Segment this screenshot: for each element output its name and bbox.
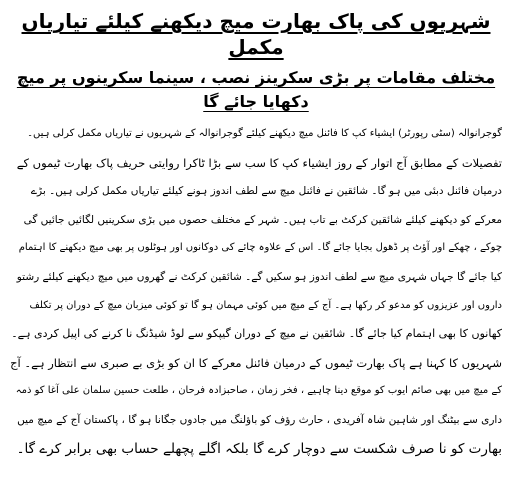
article-body-line: چوکے ، چھکے اور آؤٹ پر ڈھول بجایا جائے گا۔ اس کے علاوہ چائے کی دوکانوں اور ہوٹلوں پر بھی میچ دیکھنے کا اہتمام	[18, 242, 502, 254]
article-body-line: تفصیلات کے مطابق آج اتوار کے روز ایشیاء کپ کا سب سے بڑا ٹاکرا روایتی حریف پاک بھارت ٹیموں کے	[16, 155, 502, 170]
article-body-line: گوجرانوالہ (سٹی رپورٹر) ایشیاء کپ کا فائنل میچ دیکھنے کیلئے گوجرانوالہ کے شہریوں نے تیاریاں مکمل کرلی ہیں۔	[27, 128, 502, 139]
article-body-line: داری سے بیٹنگ اور شاہین شاہ آفریدی ، حارث رؤف کو باؤلنگ میں جادوں جگانا ہو گا ، پاکستان آج کے میچ میں	[17, 413, 502, 426]
article-body-line: کھانوں کا بھی اہتمام کیا جائے گا۔ شائقین نے میچ کے دوران گیپکو سے لوڈ شیڈنگ نا کرنے کی اپیل کردی ہے۔	[11, 327, 502, 341]
article-body-line: کے میچ میں بھی صائم ایوب کو موقع دینا چاہیے ، فخر زمان ، صاحبزادہ فرحان ، طلعت حسین سلمان علی آغا کو ذمہ	[15, 385, 502, 397]
article-body-line: بھارت کو نا صرف شکست سے دوچار کرے گا بلکہ اگلے پچھلے حساب بھی برابر کرے گا۔	[16, 440, 502, 457]
article-headline: شہریوں کی پاک بھارت میچ دیکھنے کیلئے تیاریاں مکمل	[21, 9, 491, 59]
article-body-line: معرکے کو دیکھنے کیلئے شائقین کرکٹ بے تاب ہیں۔ شہر کے مختلف حصوں میں بڑی سکرینیں لگائیں جائیں گی	[23, 213, 502, 226]
article-body	[10, 120, 502, 463]
article-body-line: داروں اور عزیزوں کو مدعو کر رکھا ہے۔ آج کے میچ میں کوئی مہمان ہو گا تو کوئی میزبان میچ کے دوران پر تکلف	[29, 299, 502, 311]
article-body-line: شہریوں کا کہنا ہے پاک بھارت ٹیموں کے درمیان فائنل معرکے کا ان کو بڑی بے صبری سے انتظار ہے۔ آج	[10, 355, 502, 370]
article-body-line: کیا جائے گا جہاں شہری میچ سے لطف اندوز ہو سکیں گے۔ شائقین کرکٹ نے گھروں میں میچ دیکھنے کیلئے رشتو	[16, 270, 502, 283]
article-body-line: درمیان فائنل دبئی میں ہو گا۔ شائقین نے فائنل میچ سے لطف اندوز ہونے کیلئے تیاریاں مکمل کرلی ہیں۔ بڑے	[30, 185, 502, 198]
article-subheadline: مختلف مقامات پر بڑی سکرینز نصب ، سینما سکرینوں پر میچ دکھایا جائے گا	[16, 68, 496, 111]
